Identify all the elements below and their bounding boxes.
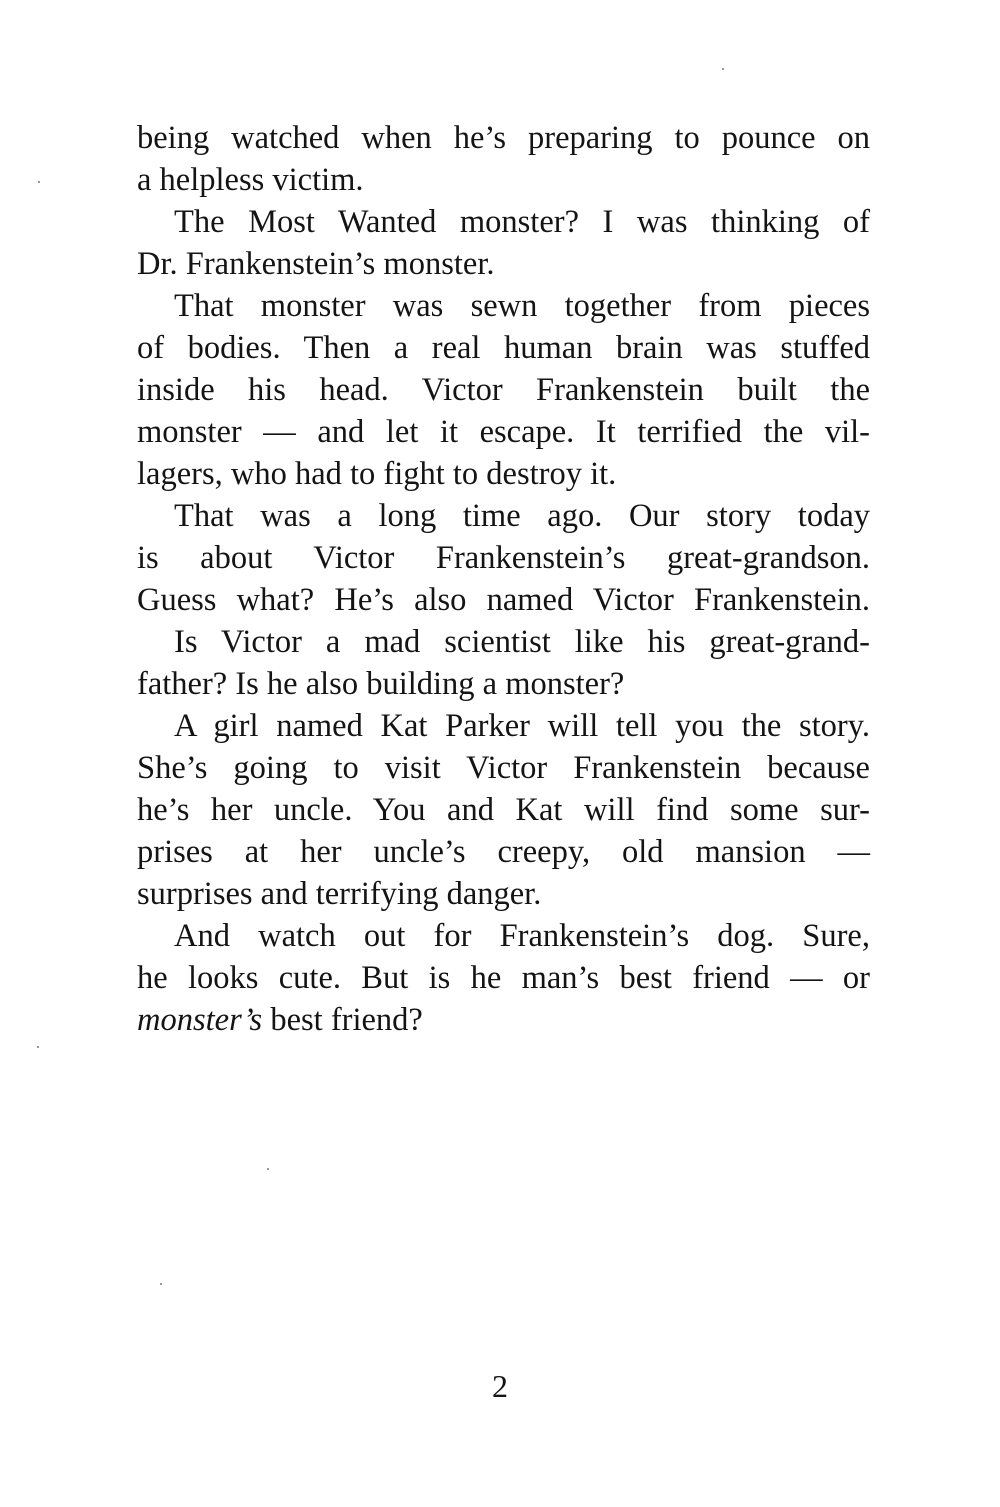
- scan-speck: [38, 181, 40, 183]
- text-line: Dr. Frankenstein’s monster.: [137, 246, 495, 282]
- text-line: prises at her uncle’s creepy, old mansion —: [137, 834, 870, 870]
- text-line: is about Victor Frankenstein’s great-grandson.: [137, 540, 870, 576]
- text-line-last-rest: best friend?: [262, 1002, 423, 1038]
- text-line: monster — and let it escape. It terrified the vil-: [137, 414, 870, 450]
- body-text: [137, 117, 870, 1041]
- text-line: a helpless victim.: [137, 162, 364, 198]
- text-line: She’s going to visit Victor Frankenstein because: [137, 750, 870, 786]
- text-line: That monster was sewn together from pieces: [174, 288, 870, 324]
- text-line: Is Victor a mad scientist like his great-grand-: [174, 624, 870, 660]
- text-line: being watched when he’s preparing to pounce on: [137, 120, 870, 156]
- text-line: he’s her uncle. You and Kat will find some sur-: [137, 792, 870, 828]
- page-number: 2: [492, 1368, 508, 1404]
- text-line: surprises and terrifying danger.: [137, 876, 542, 912]
- text-line: That was a long time ago. Our story today: [174, 498, 870, 534]
- scan-speck: [160, 1283, 162, 1285]
- text-line: A girl named Kat Parker will tell you the story.: [174, 708, 870, 744]
- text-line: of bodies. Then a real human brain was stuffed: [137, 330, 870, 366]
- scan-speck: [267, 1168, 269, 1170]
- text-line: lagers, who had to fight to destroy it.: [137, 456, 617, 492]
- text-line: And watch out for Frankenstein’s dog. Sure,: [174, 918, 870, 954]
- text-line-last: [137, 999, 870, 1041]
- text-line: Guess what? He’s also named Victor Frankenstein.: [137, 582, 870, 618]
- text-line: The Most Wanted monster? I was thinking of: [174, 204, 870, 240]
- text-line: he looks cute. But is he man’s best friend — or: [137, 960, 870, 996]
- italic-word: monster’s: [137, 1002, 263, 1038]
- scan-speck: [722, 68, 724, 70]
- text-line: inside his head. Victor Frankenstein built the: [137, 372, 870, 408]
- scan-speck: [37, 1046, 39, 1048]
- text-line: father? Is he also building a monster?: [137, 666, 625, 702]
